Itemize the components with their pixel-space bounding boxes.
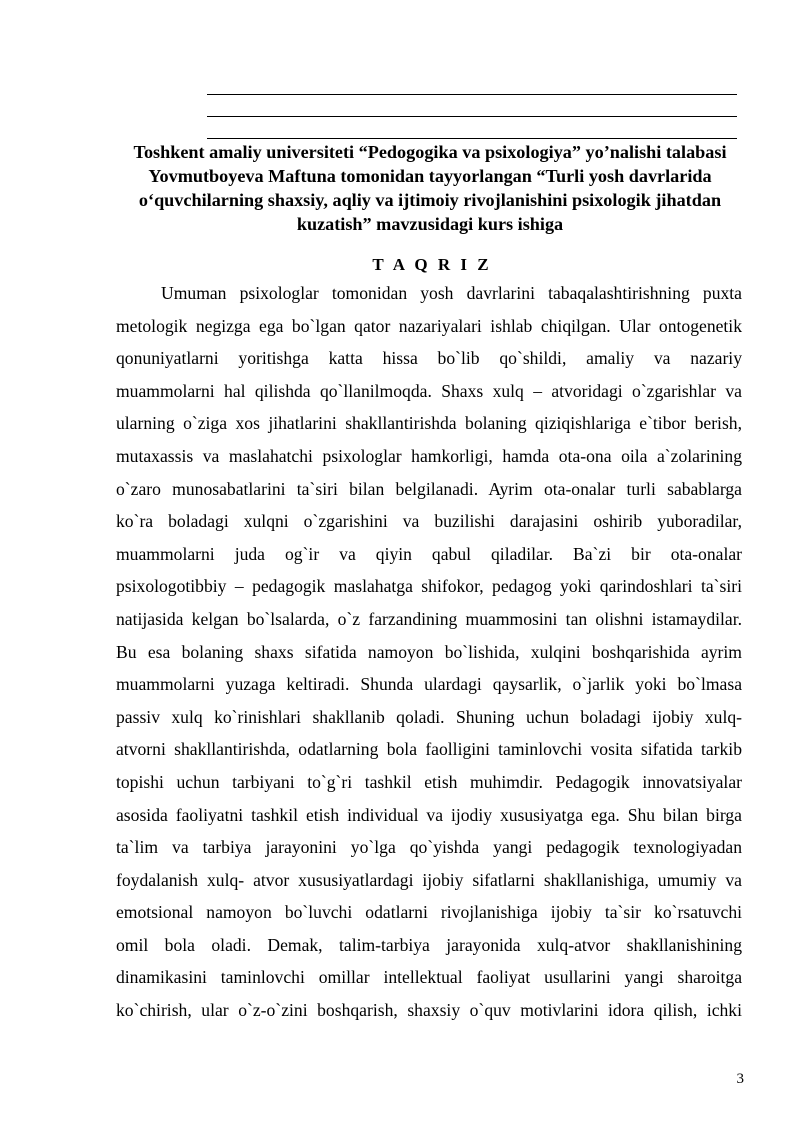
heading-line: Yovmutboyeva Maftuna tomonidan tayyorlangan “Turli yosh davrlarida: [148, 166, 712, 186]
body-line: ularning o`ziga xos jihatlarini shakllantirishda bolaning qiziqishlariga e`tibor berish,: [116, 413, 742, 434]
body-line: o`zaro munosabatlarini ta`siri bilan belgilanadi. Ayrim ota-onalar turli sabablarga: [116, 478, 742, 499]
body-line: ta`lim va tarbiya jarayonini yo`lga qo`yishda yangi pedagogik texnologiyadan: [116, 837, 742, 858]
body-paragraph: [116, 277, 742, 1027]
body-line: passiv xulq ko`rinishlari shakllanib qoladi. Shuning uchun boladagi ijobiy xulq-: [116, 706, 742, 727]
body-line: mutaxassis va maslahatchi psixologlar hamkorligi, hamda ota-ona oila a`zolarining: [116, 445, 742, 466]
body-line: natijasida kelgan bo`lsalarda, o`z farzandining muammosini tan olishni istamaydilar.: [116, 608, 742, 629]
body-line: qonuniyatlarni yoritishga katta hissa bo`lib qo`shildi, amaliy va nazariy: [116, 348, 742, 369]
heading-line: o‘quvchilarning shaxsiy, aqliy va ijtimoiy rivojlanishini psixologik jihatdan: [138, 190, 722, 210]
body-line: dinamikasini taminlovchi omillar intellektual faoliyat usullarini yangi sharoitga: [116, 967, 742, 988]
body-line: muammolarni yuzaga keltiradi. Shunda ulardagi qaysarlik, o`jarlik yoki bo`lmasa: [116, 674, 742, 695]
blank-line-2: [207, 116, 737, 117]
body-line: Bu esa bolaning shaxs sifatida namoyon bo`lishida, xulqini boshqarishida ayrim: [116, 641, 742, 662]
body-line: foydalanish xulq- atvor xususiyatlardagi ijobiy sifatlarni shakllanishiga, umumiy va: [116, 869, 742, 890]
body-line: ko`ra boladagi xulqni o`zgarishini va buzilishi darajasini oshirib yuboradilar,: [116, 511, 742, 532]
body-line: muammolarni hal qilishda qo`llanilmoqda. Shaxs xulq – atvoridagi o`zgarishlar va: [116, 380, 742, 401]
body-line: topishi uchun tarbiyani to`g`ri tashkil etish muhimdir. Pedagogik innovatsiyalar: [116, 771, 742, 792]
body-line: omil bola oladi. Demak, talim-tarbiya jarayonida xulq-atvor shakllanishining: [116, 934, 742, 955]
body-line: psixologotibbiy – pedagogik maslahatga shifokor, pedagog yoki qarindoshlari ta`siri: [116, 576, 742, 597]
document-title: T A Q R I Z: [372, 255, 492, 274]
blank-line-1: [207, 94, 737, 95]
document-heading: [100, 140, 760, 236]
body-line: ko`chirish, ular o`z-o`zini boshqarish, shaxsiy o`quv motivlarini idora qilish, ichki: [116, 1000, 742, 1021]
blank-line-3: [207, 138, 737, 139]
body-line: atvorni shakllantirishda, odatlarning bola faolligini taminlovchi vosita sifatida tarkib: [116, 739, 742, 760]
body-line: muammolarni juda og`ir va qiyin qabul qiladilar. Ba`zi bir ota-onalar: [116, 543, 742, 564]
body-line: emotsional namoyon bo`luvchi odatlarni rivojlanishiga ijobiy ta`sir ko`rsatuvchi: [116, 902, 742, 923]
heading-line: kuzatish” mavzusidagi kurs ishiga: [296, 214, 564, 234]
page-number: 3: [736, 1071, 744, 1087]
body-line: Umuman psixologlar tomonidan yosh davrlarini tabaqalashtirishning puxta: [161, 283, 742, 303]
body-line: asosida faoliyatni tashkil etish individual va ijodiy xususiyatga ega. Shu bilan birga: [116, 804, 742, 825]
body-line: metologik negizga ega bo`lgan qator nazariyalari ishlab chiqilgan. Ular ontogenetik: [116, 315, 742, 336]
heading-line: Toshkent amaliy universiteti “Pedogogika va psixologiya” yo’nalishi talabasi: [133, 142, 727, 162]
